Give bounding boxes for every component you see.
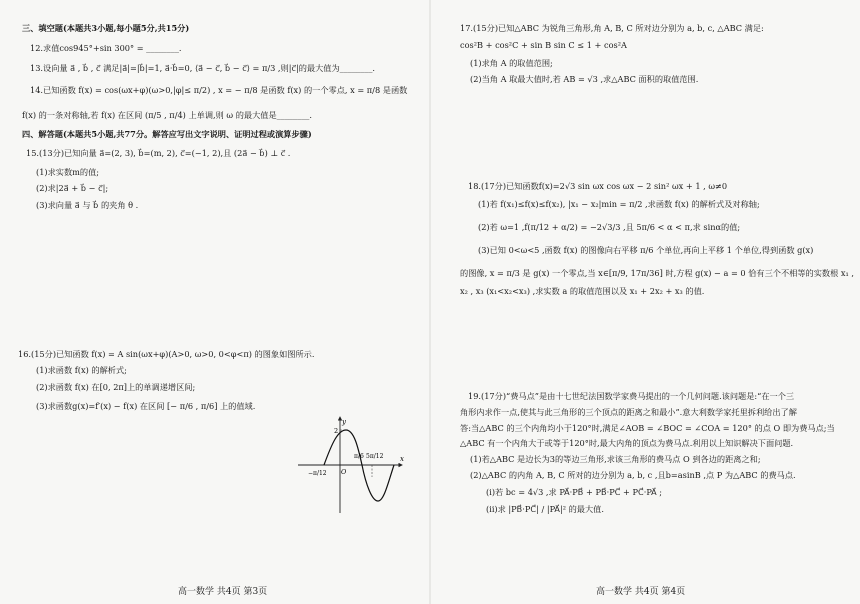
right-page-footer: 高一数学 共4页 第4页 [596,587,686,597]
y-tick-2: 2 [334,427,339,435]
origin-label: O [341,468,347,476]
question-14-line2: f(x) 的一条对称轴,若 f(x) 在区间 (π/5 , π/4) 上单调,则 ω 的最大值是________. [22,110,312,120]
question-19-part-2-ii: (ii)求 |PB⃗·PC⃗| / |PA⃗|² 的最大值. [486,504,604,514]
question-19-line1: 19.(17分)“费马点”是由十七世纪法国数学家费马提出的一个几何问题.该问题是:“在一个三 [468,391,795,401]
question-19-part-1: (1)若△ABC 是边长为3的等边三角形,求该三角形的费马点 O 到各边的距离之和; [470,454,761,464]
question-19-line4: △ABC 有一个内角大于或等于120°时,最大内角的顶点为费马点.利用以上知识解决下面问题. [460,438,794,448]
question-19-line2: 角形内求作一点,使其与此三角形的三个顶点的距离之和最小”.意大利数学家托里拆利给出了解 [460,407,797,417]
right-page [430,0,860,604]
question-18-part-3-line2: 的图像, x = π/3 是 g(x) 一个零点,当 x∈[π/9, 17π/36] 时,方程 g(x) − a = 0 恰有三个不相等的实数根 x₁ , [460,268,854,278]
y-axis-label: y [342,418,346,426]
x-tick-neg-pi-12: −π/12 [308,470,327,477]
question-18-part-2: (2)若 ω=1 ,f(π/12 + α/2) = −2√3/3 ,且 5π/6 < α < π,求 sinα的值; [478,222,741,232]
question-18-part-3-line1: (3)已知 0<ω<5 ,函数 f(x) 的图像向右平移 π/6 个单位,再向上平移 1 个单位,得到函数 g(x) [478,245,814,255]
question-18-part-1: (1)若 f(x₁)≤f(x)≤f(x₂), |x₁ − x₂|min = π/2 ,求函数 f(x) 的解析式及对称轴; [478,199,760,209]
question-17-part-2: (2)当角 A 取最大值时,若 AB = √3 ,求△ABC 面积的取值范围. [470,74,699,84]
question-16-part-1: (1)求函数 f(x) 的解析式; [36,365,127,375]
question-17-part-1: (1)求角 A 的取值范围; [470,58,553,68]
question-14-line1: 14.已知函数 f(x) = cos(ωx+φ)(ω>0,|φ|≤ π/2) , x = − π/8 是函数 f(x) 的一个零点, x = π/8 是函数 [30,85,408,95]
question-15-part-1: (1)求实数m的值; [36,167,100,177]
sine-curve [324,430,394,501]
question-15-part-3: (3)求向量 a⃗ 与 b⃗ 的夹角 θ . [36,200,139,210]
question-19-part-2: (2)△ABC 的内角 A, B, C 所对的边分别为 a, b, c ,且b=asinB ,点 P 为△ABC 的费马点. [470,470,796,480]
question-15: 15.(13分)已知向量 a⃗=(2, 3), b⃗=(m, 2), c⃗=(−1, 2),且 (2a⃗ − b⃗) ⊥ c⃗ . [26,148,291,158]
question-16-part-2: (2)求函数 f(x) 在[0, 2π]上的单调递增区间; [36,382,196,392]
question-16-part-3: (3)求函数g(x)=f′(x) − f(x) 在区间 [− π/6 , π/6] 上的值域. [36,401,256,411]
question-16: 16.(15分)已知函数 f(x) = A sin(ωx+φ)(A>0, ω>0, 0<φ<π) 的图象如图所示. [18,349,315,359]
question-18-part-3-line3: x₂ , x₃ (x₁<x₂<x₃) ,求实数 a 的取值范围以及 x₁ + 2x₂ + x₃ 的值. [460,286,705,296]
sine-graph-figure [296,413,406,517]
question-15-part-2: (2)求|2a⃗ + b⃗ − c⃗|; [36,183,109,193]
question-13: 13.设向量 a⃗ , b⃗ , c⃗ 满足|a⃗|=|b⃗|=1, a⃗·b⃗=0, ⟨a⃗ − c⃗, b⃗ − c⃗⟩ = π/3 ,则|c⃗|的最大值为________. [30,63,376,73]
question-12: 12.求值cos945°+sin 300° = ________. [30,43,182,53]
section-3-heading: 三、填空题(本题共3小题,每小题5分,共15分) [22,23,190,33]
question-17-line1: 17.(15分)已知△ABC 为锐角三角形,角 A, B, C 所对边分别为 a, b, c, △ABC 满足: [460,23,764,33]
question-19-part-2-i: (i)若 bc = 4√3 ,求 PA⃗·PB⃗ + PB⃗·PC⃗ + PC⃗·PA⃗ ; [486,487,663,497]
x-tick-pi-6: π/6 [354,453,364,460]
question-17-line2: cos²B + cos²C + sin B sin C ≤ 1 + cos²A [460,40,627,50]
question-19-line3: 答:当△ABC 的三个内角均小于120°时,满足∠AOB = ∠BOC = ∠COA = 120° 的点 O 即为费马点;当 [460,423,835,433]
x-axis-label: x [400,455,404,463]
x-tick-5pi-12: 5π/12 [366,453,384,460]
section-4-heading: 四、解答题(本题共5小题,共77分。解答应写出文字说明、证明过程或演算步骤) [22,129,312,139]
question-18: 18.(17分)已知函数f(x)=2√3 sin ωx cos ωx − 2 sin² ωx + 1 , ω≠0 [468,181,728,191]
left-page-footer: 高一数学 共4页 第3页 [178,587,268,597]
